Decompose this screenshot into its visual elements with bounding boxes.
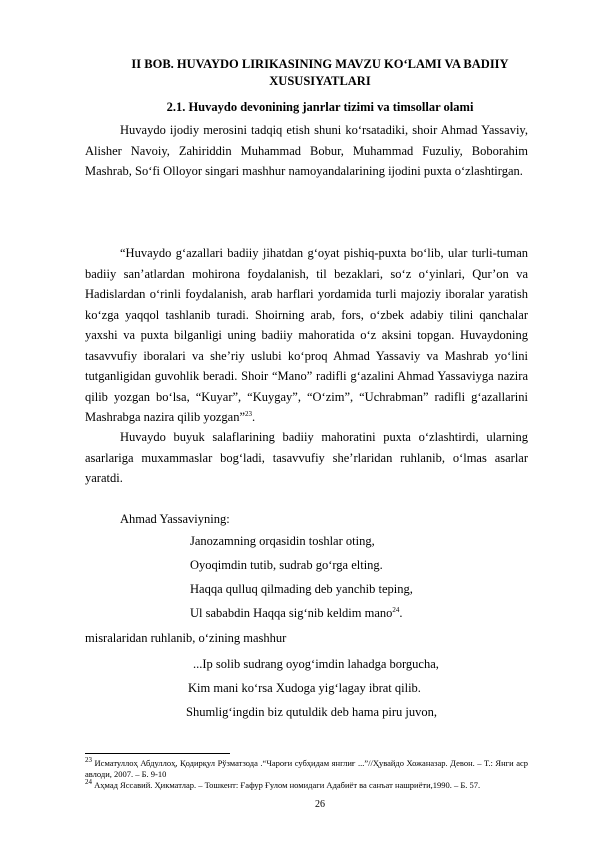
footnote-separator	[85, 753, 230, 754]
paragraph-4: Ahmad Yassaviyning:	[120, 512, 230, 526]
paragraph-2: “Huvaydo g‘azallari badiiy jihatdan g‘oyat pishiq-puxta bo‘lib, ular turli-tuman badiiy san’atlardan mohirona foydalanish, til bezaklari, so‘z o‘yinlari, Qur’on va Hadislardan o‘rinli foydalanish, arab harflari yordamida turli majoziy iboralar yaratish ko‘zga yaqqol tashlanib turadi. Shoirning arab, fors, oʻzbek adabiy tilini qanchalar yaxshi va puxta bilganligi uning badiiy mahoratida oʻz aksini topgan. Huvaydoning tasavvufiy iboralari va sheʼriy uslubi koʻproq Ahmad Yassaviy va Mashrab yoʻlini tutganligidan guvohlik beradi. Shoir “Mano” radifli g‘azalini Ahmad Yassaviyga nazira qilib yozgan boʻlsa, “Kuyar”, “Kuygay”, “Oʻzim”, “Uchrabman” radifli g‘azallarini Mashrabga nazira qilib yozgan”$^{23}$.	[85, 246, 528, 424]
verse-line: Oyoqimdin tutib, sudrab goʻrga elting.	[190, 558, 383, 572]
verse-line: Janozamning orqasidin toshlar oting,	[190, 534, 375, 548]
verse-line: Shumligʻingdin biz qutuldik deb hama piru juvon,	[186, 705, 438, 719]
section-title: 2.1. Huvaydo devonining janrlar tizimi va timsollar olami	[166, 100, 474, 114]
page-number: 26	[315, 799, 325, 810]
verse-line: Haqqa qulluq qilmading deb yanchib teping,	[190, 582, 413, 596]
footnote-number: 23	[85, 756, 92, 765]
verse-line-with-footnote: Ul sababdin Haqqa sigʻnib keldim mano$^{24}$.	[190, 605, 403, 620]
after-verse-text: misralaridan ruhlanib, o‘zining mashhur	[85, 631, 287, 645]
footnote-number: 24	[85, 778, 92, 787]
footnote-text: Исматуллоҳ Абдуллоҳ, Қодирқул Рўзматзода .“Чароғи субҳидам янглиғ ...”//Ҳувайдо Хожаназар. Девон. – Т.: Янги аср авлоди, 2007. – Б. 9-10	[85, 758, 529, 779]
verse-line: Ul sababdin Haqqa sigʻnib keldim mano	[190, 606, 393, 620]
verse-line: ...Ip solib sudrang oyogʻimdin lahadga borgucha,	[193, 657, 439, 671]
paragraph-1: Huvaydo ijodiy merosini tadqiq etish shuni koʻrsatadiki, shoir Ahmad Yassaviy, Alisher Navoiy, Zahiriddin Muhammad Bobur, Muhammad Fuzuliy, Boborahim Mashrab, Soʻfi Olloyor singari mashhur namoyandalarining ijodini puxta oʻzlashtirgan.	[85, 123, 528, 178]
footnote-24	[85, 780, 528, 791]
paragraph-3: Huvaydo buyuk salaflarining badiiy mahoratini puxta oʻzlashtirdi, ularning asarlariga muxammaslar bogʻladi, tasavvufiy she’rlaridan ruhlanib, o‘lmas asarlar yaratdi.	[85, 430, 528, 485]
paragraph-2-text: “Huvaydo g‘azallari badiiy jihatdan g‘oyat pishiq-puxta bo‘lib, ular turli-tuman badiiy san’atlardan mohirona foydalanish, til bezaklari, so‘z o‘yinlari, Qur’on va Hadislardan o‘rinli foydalanish, arab harflari yordamida turli majoziy iboralar yaratish ko‘zga yaqqol tashlanib turadi. Shoirning arab, fors, oʻzbek adabiy tilini qanchalar yaxshi va puxta bilganligi uning badiiy mahoratida oʻz aksini topgan. Huvaydoning tasavvufiy iboralari va sheʼriy uslubi koʻproq Ahmad Yassaviy va Mashrab yoʻlini tutganligidan guvohlik beradi. Shoir “Mano” radifli g‘azalini Ahmad Yassaviyga nazira qilib yozgan boʻlsa, “Kuyar”, “Kuygay”, “Oʻzim”, “Uchrabman” radifli g‘azallarini Mashrabga nazira qilib yozgan”	[85, 246, 528, 424]
footnote-23	[85, 758, 528, 780]
verse-line: Kim mani koʻrsa Xudoga yigʻlagay ibrat qilib.	[188, 681, 421, 695]
footnote-ref-23: 23	[245, 409, 253, 418]
footnote-text: Аҳмад Яссавий. Ҳикматлар. – Тошкент: Ғафур Ғулом номидаги Адабиёт ва санъат нашриёти,1990. – Б. 57.	[94, 780, 481, 790]
footnote-ref-24: 24	[392, 605, 400, 614]
chapter-title: II BOB. HUVAYDO LIRIKASINING MAVZU KO‘LAMI VA BADIIY XUSUSIYATLARI	[131, 57, 509, 88]
